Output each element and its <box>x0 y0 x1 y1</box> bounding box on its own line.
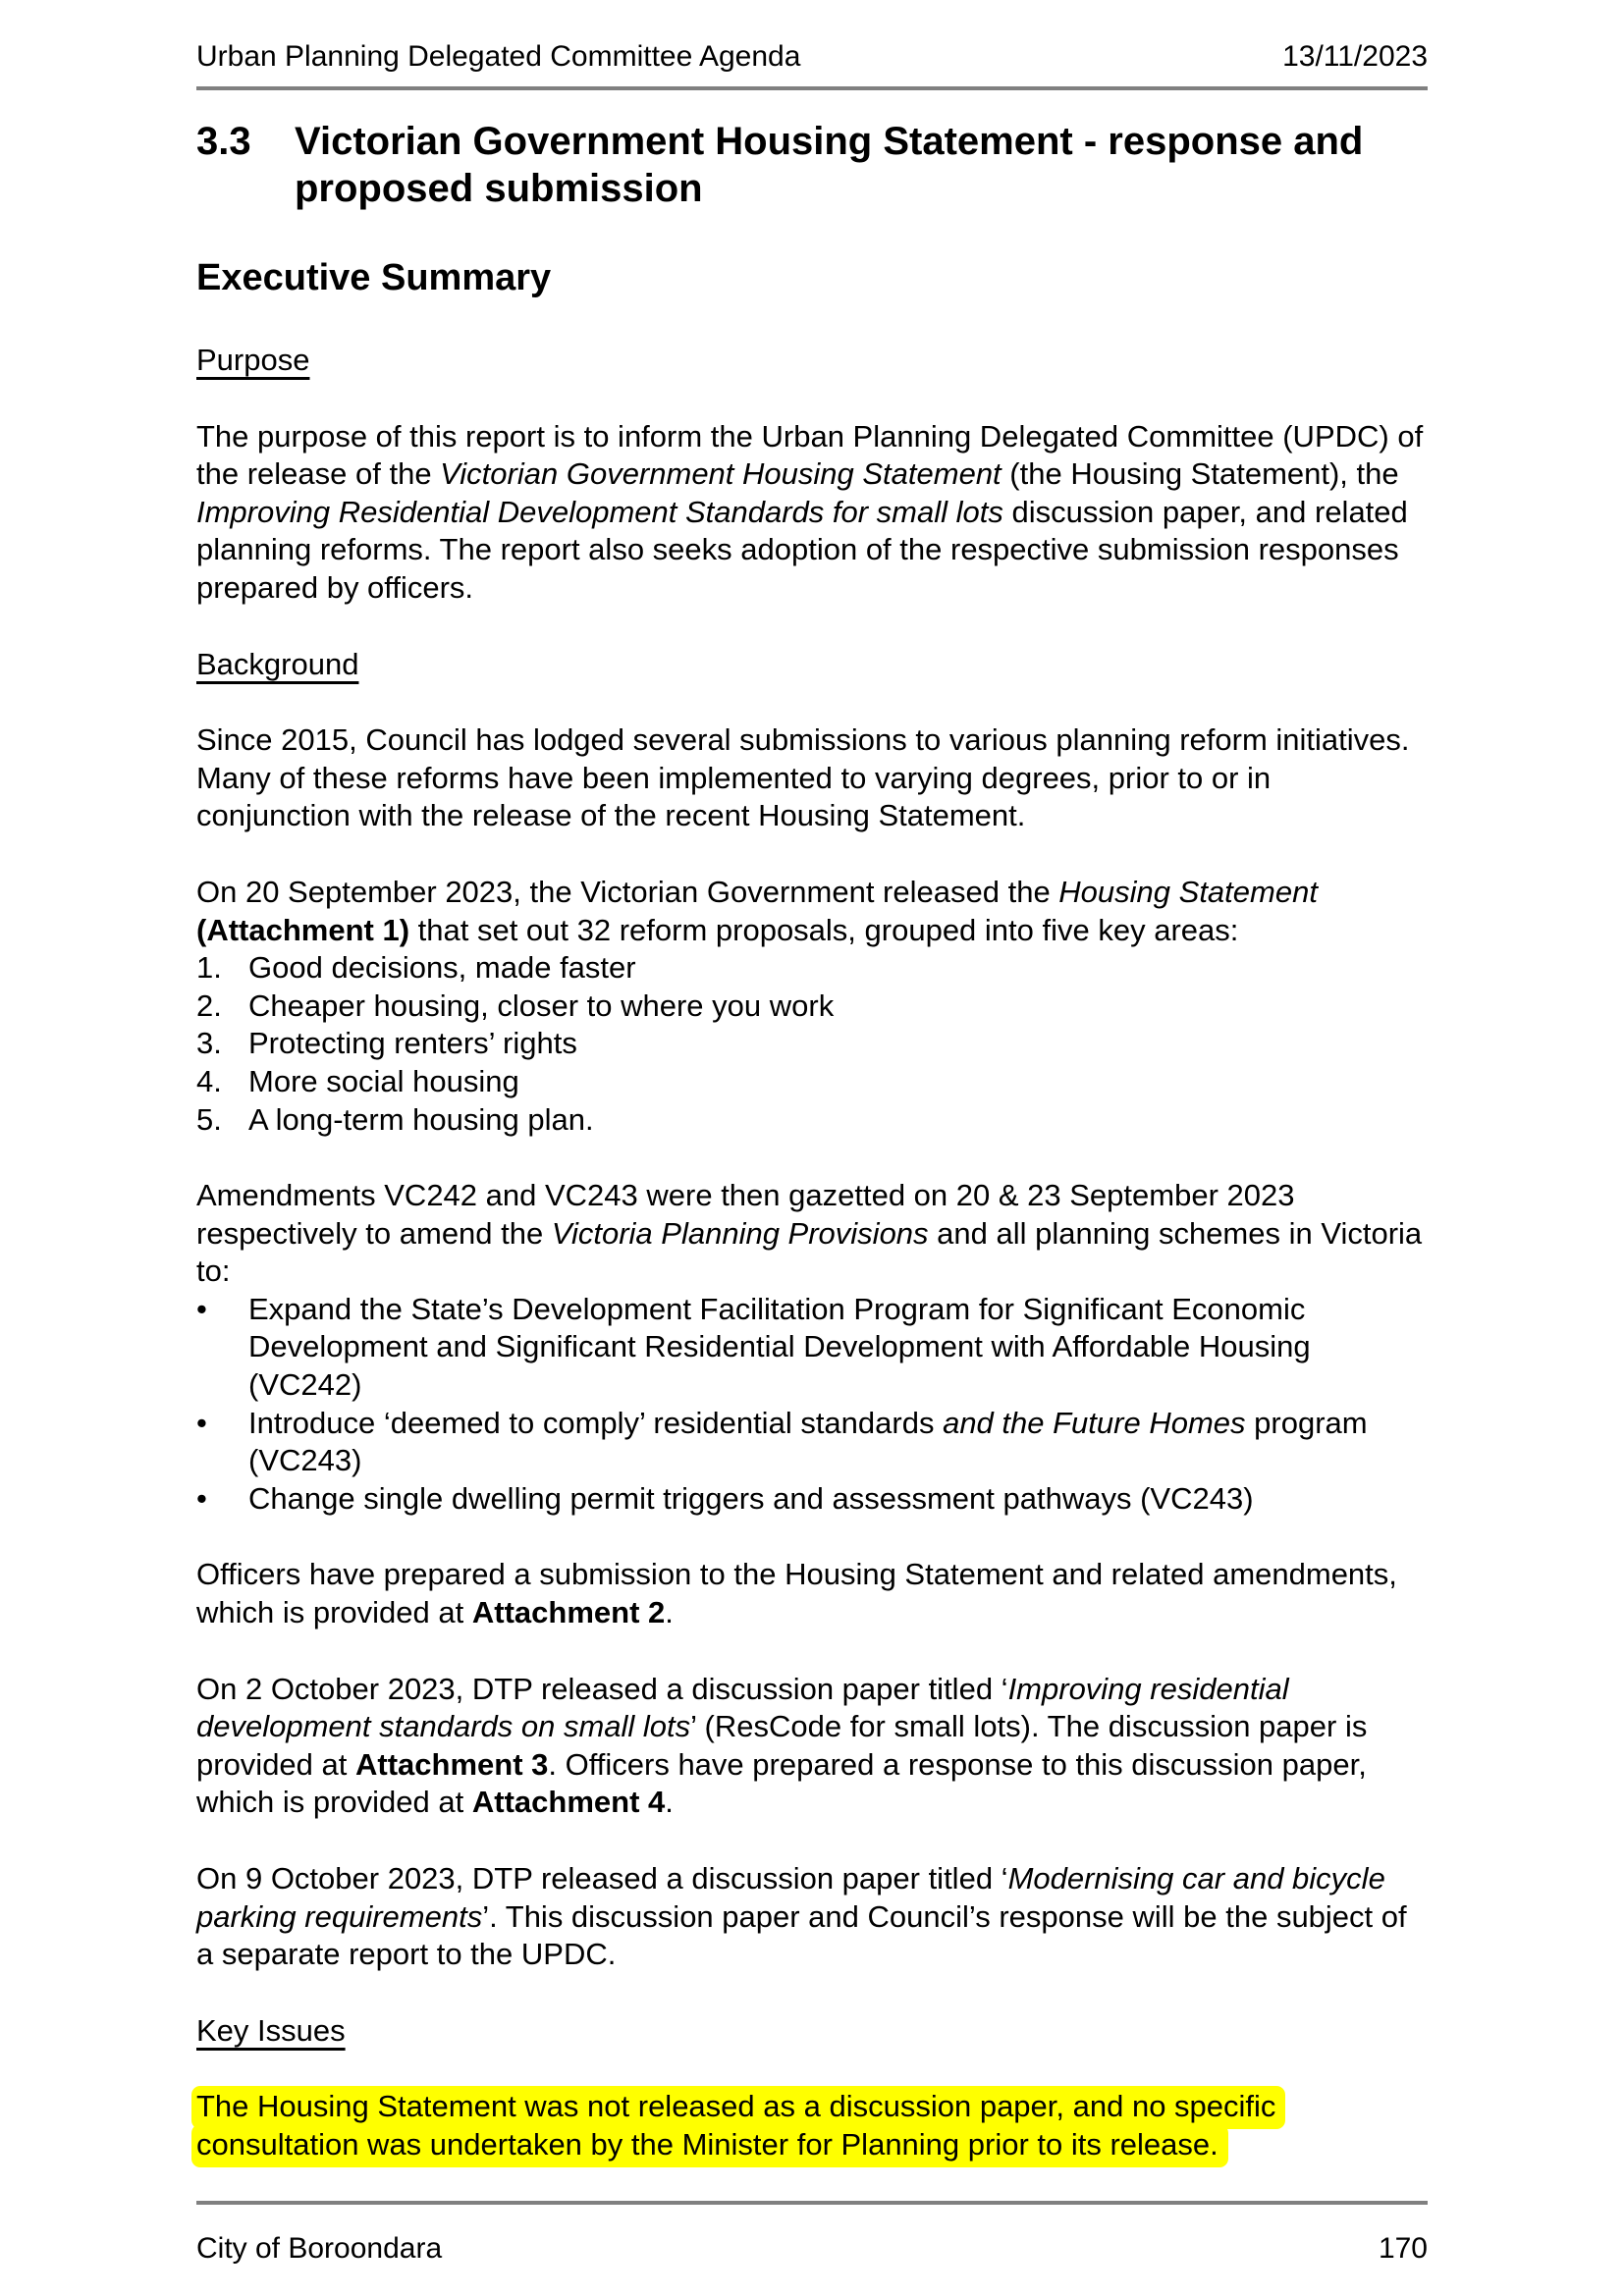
list-item-text: A long-term housing plan. <box>248 1101 594 1137</box>
header-rule <box>196 86 1428 90</box>
footer-organisation: City of Boroondara <box>196 2232 443 2265</box>
bullet-marker: • <box>196 1405 207 1440</box>
purpose-paragraph: The purpose of this report is to inform the Urban Planning Delegated Committee (UPDC) of the release of the Victorian Government Housing Statement (the Housing Statement), the Improving Residential Development Standards for small lots discussion paper, and related planning reforms. The report also seeks adoption of the respective submission responses prepared by officers. <box>196 418 1424 605</box>
background-label: Background <box>196 646 359 681</box>
list-item-text: Cheaper housing, closer to where you work <box>248 988 835 1023</box>
report-title <box>196 118 1428 212</box>
header-date: 13/11/2023 <box>1282 40 1428 73</box>
background-paragraph-2: On 20 September 2023, the Victorian Government released the Housing Statement (Attachment 1) that set out 32 reform proposals, grouped into five key areas: <box>196 874 1318 947</box>
report-title-number: 3.3 <box>196 120 251 163</box>
list-number: 5. <box>196 1101 222 1137</box>
executive-summary-heading: Executive Summary <box>196 257 552 298</box>
header-document-title: Urban Planning Delegated Committee Agenda <box>196 40 801 73</box>
page-footer <box>196 2201 1428 2267</box>
list-item-text: Expand the State’s Development Facilitation Program for Significant Economic Development and Significant Residential Development with Affordable Housing (VC242) <box>248 1291 1311 1403</box>
list-item-text: More social housing <box>248 1063 519 1098</box>
list-number: 1. <box>196 950 222 986</box>
list-item-text: Introduce ‘deemed to comply’ residential standards and the Future Homes program (VC243) <box>248 1405 1368 1478</box>
purpose-label: Purpose <box>196 343 310 377</box>
list-number: 2. <box>196 988 222 1023</box>
footer-page-number: 170 <box>1378 2232 1428 2265</box>
reform-areas-list <box>196 949 1428 1139</box>
list-item-text: Change single dwelling permit triggers and assessment pathways (VC243) <box>248 1480 1254 1516</box>
bullet-marker: • <box>196 1291 207 1326</box>
list-item <box>196 1480 1428 1519</box>
list-number: 4. <box>196 1063 222 1098</box>
key-issues-label: Key Issues <box>196 2012 346 2048</box>
background-paragraph-4: Officers have prepared a submission to the Housing Statement and related amendments, which is provided at Attachment 2. <box>196 1557 1397 1630</box>
list-item <box>196 949 1428 988</box>
list-item <box>196 1063 1428 1101</box>
page-header <box>196 39 1428 75</box>
amendments-bullet-list <box>196 1291 1428 1519</box>
key-issues-paragraph <box>196 2088 1428 2163</box>
highlighted-text: The Housing Statement was not released as a discussion paper, and no specific consultation was undertaken by the Minister for Planning prior to its release. <box>191 2086 1285 2167</box>
list-item <box>196 988 1428 1026</box>
background-paragraph-5: On 2 October 2023, DTP released a discussion paper titled ‘Improving residential development standards on small lots’ (ResCode for small lots). The discussion paper is provided at Attachment 3. Officers have prepared a response to this discussion paper, which is provided at Attachment 4. <box>196 1671 1368 1820</box>
background-paragraph-3: Amendments VC242 and VC243 were then gazetted on 20 & 23 September 2023 respectively to amend the Victoria Planning Provisions and all planning schemes in Victoria to: <box>196 1178 1423 1289</box>
list-item <box>196 1025 1428 1063</box>
background-paragraph-6: On 9 October 2023, DTP released a discussion paper titled ‘Modernising car and bicycle parking requirements’. This discussion paper and Council’s response will be the subject of a separate report to the UPDC. <box>196 1861 1407 1972</box>
background-paragraph-1: Since 2015, Council has lodged several submissions to various planning reform initiatives. Many of these reforms have been implemented to varying degrees, prior to or in conjunction with the release of the recent Housing Statement. <box>196 722 1410 833</box>
report-title-text: Victorian Government Housing Statement - response and proposed submission <box>295 120 1364 210</box>
list-item-text: Protecting renters’ rights <box>248 1026 577 1061</box>
list-item <box>196 1405 1428 1480</box>
bullet-marker: • <box>196 1480 207 1516</box>
list-item <box>196 1101 1428 1140</box>
footer-rule <box>196 2201 1428 2205</box>
list-item <box>196 1291 1428 1405</box>
list-item-text: Good decisions, made faster <box>248 950 636 986</box>
list-number: 3. <box>196 1026 222 1061</box>
